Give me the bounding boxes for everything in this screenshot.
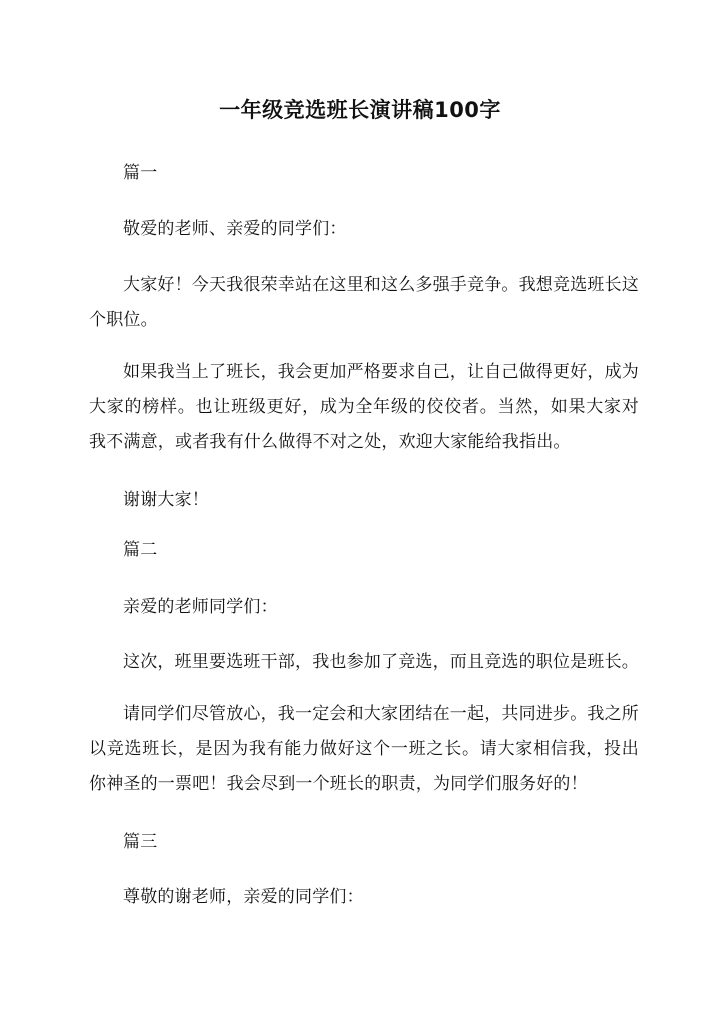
paragraph: 这次，班里要选班干部，我也参加了竞选，而且竞选的职位是班长。 (123, 652, 639, 672)
closing-line: 谢谢大家！ (123, 490, 209, 510)
document-title: 一年级竞选班长演讲稿100字 (219, 98, 501, 122)
section-heading-2: 篇二 (123, 540, 158, 560)
salutation-1: 敬爱的老师、亲爱的同学们： (123, 219, 347, 239)
salutation-2: 亲爱的老师同学们： (123, 597, 278, 617)
paragraph: 请同学们尽管放心，我一定会和大家团结在一起，共同进步。我之所以竞选班长，是因为我有能力做好这个一班之长。请大家相信我，投出你神圣的一票吧！我会尽到一个班长的职责，为同学们服务好的！ (89, 704, 639, 794)
paragraph: 大家好！今天我很荣幸站在这里和这么多强手竞争。我想竞选班长这个职位。 (89, 275, 639, 330)
salutation-3: 尊敬的谢老师，亲爱的同学们： (123, 887, 364, 907)
section-heading-1: 篇一 (123, 163, 158, 183)
paragraph: 如果我当上了班长，我会更加严格要求自己，让自己做得更好，成为大家的榜样。也让班级更好，成为全年级的佼佼者。当然，如果大家对我不满意，或者我有什么做得不对之处，欢迎大家能给我指出。 (89, 362, 639, 452)
section-heading-3: 篇三 (123, 832, 158, 852)
